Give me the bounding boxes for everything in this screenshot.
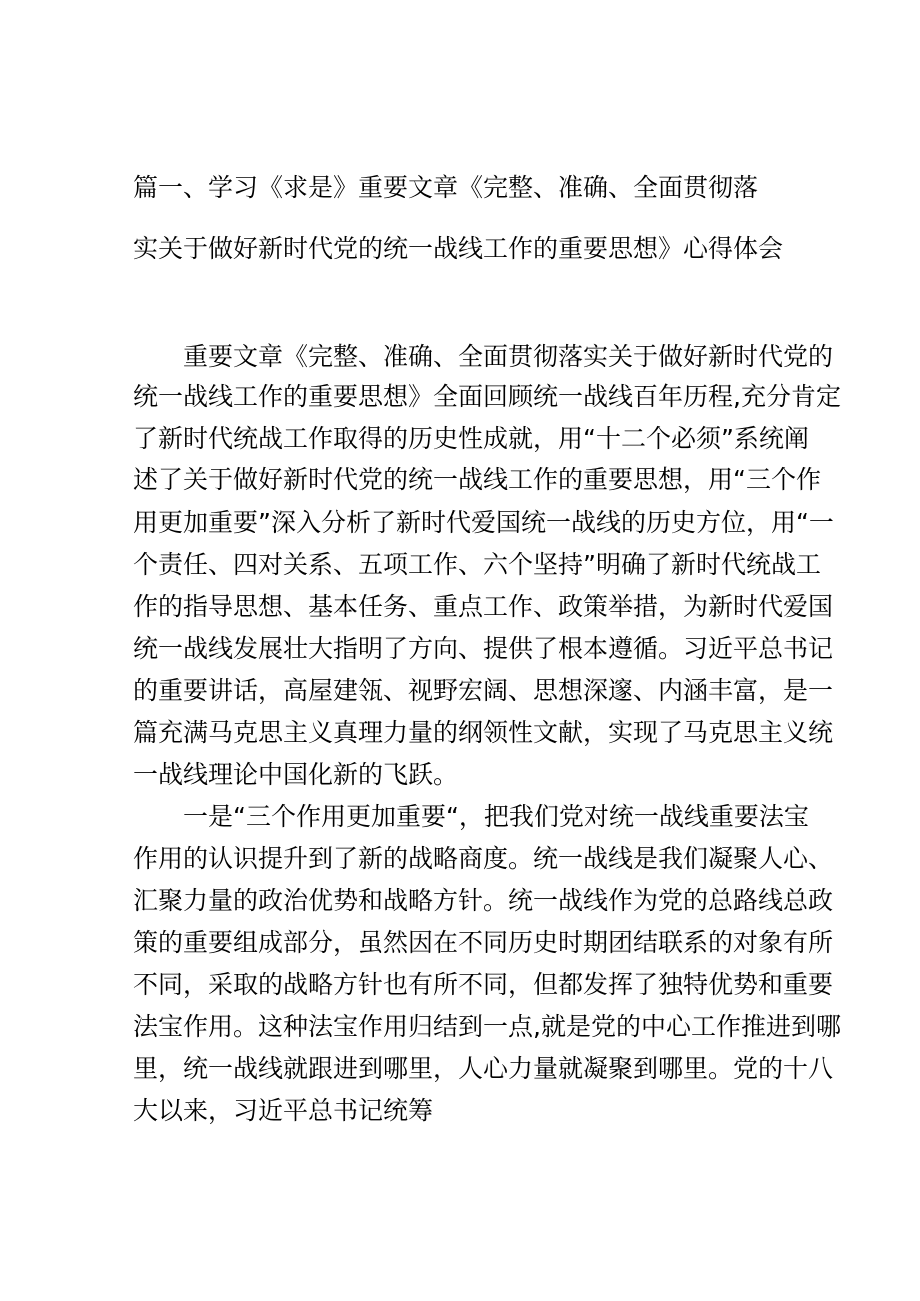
paragraph-2-line-4: 策的重要组成部分，虽然因在不同历史时期团结联系的对象有所: [133, 928, 834, 957]
paragraph-1-line-3: 了新时代统战工作取得的历史性成就，用“十二个必须”系统阐: [133, 424, 809, 453]
paragraph-2-line-8: 大以来，习近平总书记统筹: [133, 1096, 434, 1125]
document-title-line-2: 实关于做好新时代党的统一战线工作的重要思想》心得体会: [133, 234, 784, 263]
paragraph-1-line-8: 统一战线发展壮大指明了方向、提供了根本遵循。习近平总书记: [133, 634, 834, 663]
paragraph-1-line-6: 个责任、四对关系、五项工作、六个坚持”明确了新时代统战工: [133, 550, 821, 579]
paragraph-2-line-1: 一是“三个作用更加重要“，把我们党对统一战线重要法宝: [183, 802, 809, 831]
paragraph-1-line-2: 统一战线工作的重要思想》全面回顾统一战线百年历程,充分肯定: [133, 382, 841, 411]
paragraph-2-line-7: 里，统一战线就跟进到哪里，人心力量就凝聚到哪里。党的十八: [133, 1054, 834, 1083]
paragraph-2-line-3: 汇聚力量的政治优势和战略方针。统一战线作为党的总路线总政: [133, 886, 834, 915]
paragraph-1-line-5: 用更加重要”深入分析了新时代爱国统一战线的历史方位，用“一: [133, 508, 834, 537]
paragraph-2-line-5: 不同，采取的战略方针也有所不同，但都发挥了独特优势和重要: [133, 970, 834, 999]
paragraph-1-line-9: 的重要讲话，高屋建瓴、视野宏阔、思想深邃、内涵丰富，是一: [133, 676, 834, 705]
paragraph-2-line-6: 法宝作用。这种法宝作用归结到一点,就是党的中心工作推进到哪: [133, 1012, 841, 1041]
paragraph-1-line-1: 重要文章《完整、准确、全面贯彻落实关于做好新时代党的: [183, 342, 834, 371]
paragraph-1-line-11: 一战线理论中国化新的飞跃。: [133, 760, 459, 789]
document-title-line-1: 篇一、学习《求是》重要文章《完整、准确、全面贯彻落: [133, 173, 759, 202]
paragraph-1-line-7: 作的指导思想、基本任务、重点工作、政策举措，为新时代爱国: [133, 592, 834, 621]
paragraph-1-line-10: 篇充满马克思主义真理力量的纲领性文献，实现了马克思主义统: [133, 718, 834, 747]
paragraph-2-line-2: 作用的认识提升到了新的战略商度。统一战线是我们凝聚人心、: [133, 844, 834, 873]
paragraph-1-line-4: 述了关于做好新时代党的统一战线工作的重要思想，用“三个作: [133, 465, 821, 494]
